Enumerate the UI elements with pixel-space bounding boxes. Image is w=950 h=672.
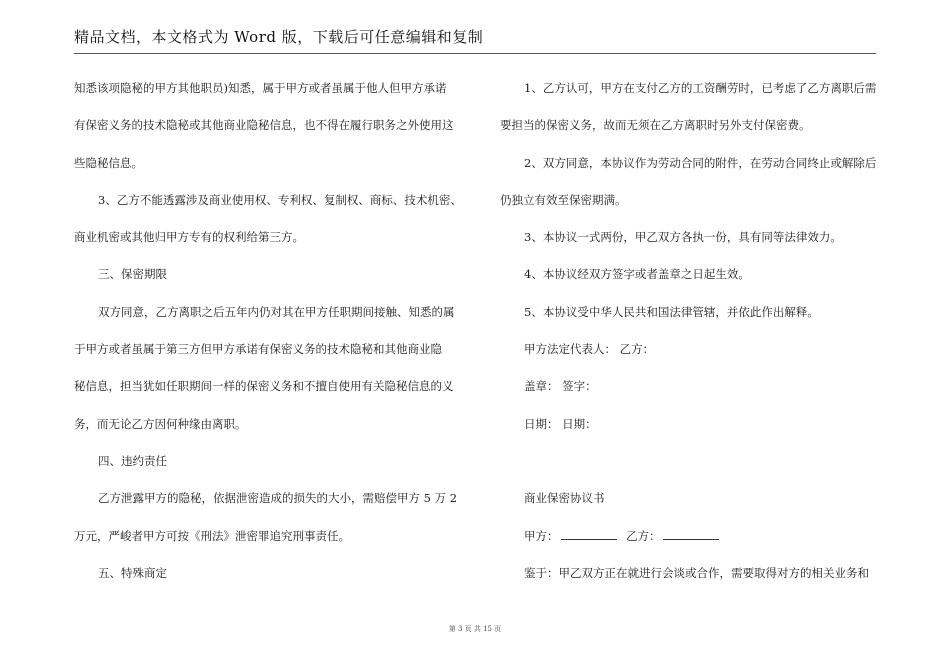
- paragraph-line: 仍独立有效至保密期满。: [500, 192, 627, 207]
- agreement-title: 商业保密协议书: [524, 491, 605, 506]
- paragraph-line: 于甲方或者虽属于第三方但甲方承诺有保密义务的技术隐秘和其他商业隐: [74, 342, 442, 357]
- section-heading: 五、特殊商定: [98, 565, 167, 580]
- parties-line: [500, 518, 892, 555]
- paragraph-line: 些隐秘信息。: [74, 155, 143, 170]
- paragraph-line: 有保密义务的技术隐秘或其他商业隐秘信息，也不得在履行职务之外使用这: [74, 118, 454, 133]
- signature-seal-line: 盖章： 签字：: [524, 379, 597, 394]
- left-column: [74, 70, 468, 592]
- party-a-blank: [561, 529, 617, 540]
- paragraph-line: 知悉该项隐秘的甲方其他职员)知悉，属于甲方或者虽属于他人但甲方承诺: [74, 81, 447, 95]
- section-heading: 四、违约责任: [98, 453, 167, 468]
- paragraph-line: 务，而无论乙方因何种缘由离职。: [74, 416, 247, 431]
- party-b-blank: [663, 529, 719, 540]
- section-heading: 三、保密期限: [98, 267, 167, 282]
- paragraph-line: 2、双方同意，本协议作为劳动合同的附件，在劳动合同终止或解除后: [524, 155, 877, 170]
- paragraph-line: 乙方泄露甲方的隐秘，依据泄密造成的损失的大小，需赔偿甲方 5 万 2: [98, 491, 458, 506]
- header-divider: [74, 53, 876, 54]
- paragraph-line: 3、乙方不能透露涉及商业使用权、专利权、复制权、商标、技术机密、: [98, 192, 462, 207]
- paragraph-line: 万元，严峻者甲方可按《刑法》泄密罪追究刑事责任。: [74, 528, 350, 543]
- spacer: [500, 443, 892, 480]
- signature-date-line: 日期： 日期：: [524, 416, 597, 431]
- paragraph-line: 4、本协议经双方签字或者盖章之日起生效。: [524, 267, 750, 282]
- page-number: 第 3 页 共 15 页: [448, 625, 502, 633]
- right-column: [500, 70, 892, 592]
- party-b-label: 乙方：: [626, 528, 661, 543]
- paragraph-line: 3、本协议一式两份，甲乙双方各执一份，具有同等法律效力。: [524, 230, 842, 245]
- signature-party-line: 甲方法定代表人： 乙方：: [524, 342, 655, 357]
- paragraph-line: 商业机密或其他归甲方专有的权利给第三方。: [74, 230, 304, 245]
- document-header: 精品文档，本文格式为 Word 版，下载后可任意编辑和复制: [74, 28, 484, 46]
- paragraph-line: 秘信息，担当犹如任职期间一样的保密义务和不擅自使用有关隐秘信息的义: [74, 379, 454, 394]
- paragraph-line: 鉴于：甲乙双方正在就进行会谈或合作，需要取得对方的相关业务和: [524, 565, 869, 580]
- party-a-label: 甲方：: [524, 528, 559, 543]
- paragraph-line: 要担当的保密义务，故而无须在乙方离职时另外支付保密费。: [500, 118, 811, 133]
- paragraph-line: 5、本协议受中华人民共和国法律管辖，并依此作出解释。: [524, 304, 819, 319]
- paragraph-line: 双方同意，乙方离职之后五年内仍对其在甲方任职期间接触、知悉的属: [98, 304, 455, 319]
- paragraph-line: 1、乙方认可，甲方在支付乙方的工资酬劳时，已考虑了乙方离职后需: [524, 81, 877, 95]
